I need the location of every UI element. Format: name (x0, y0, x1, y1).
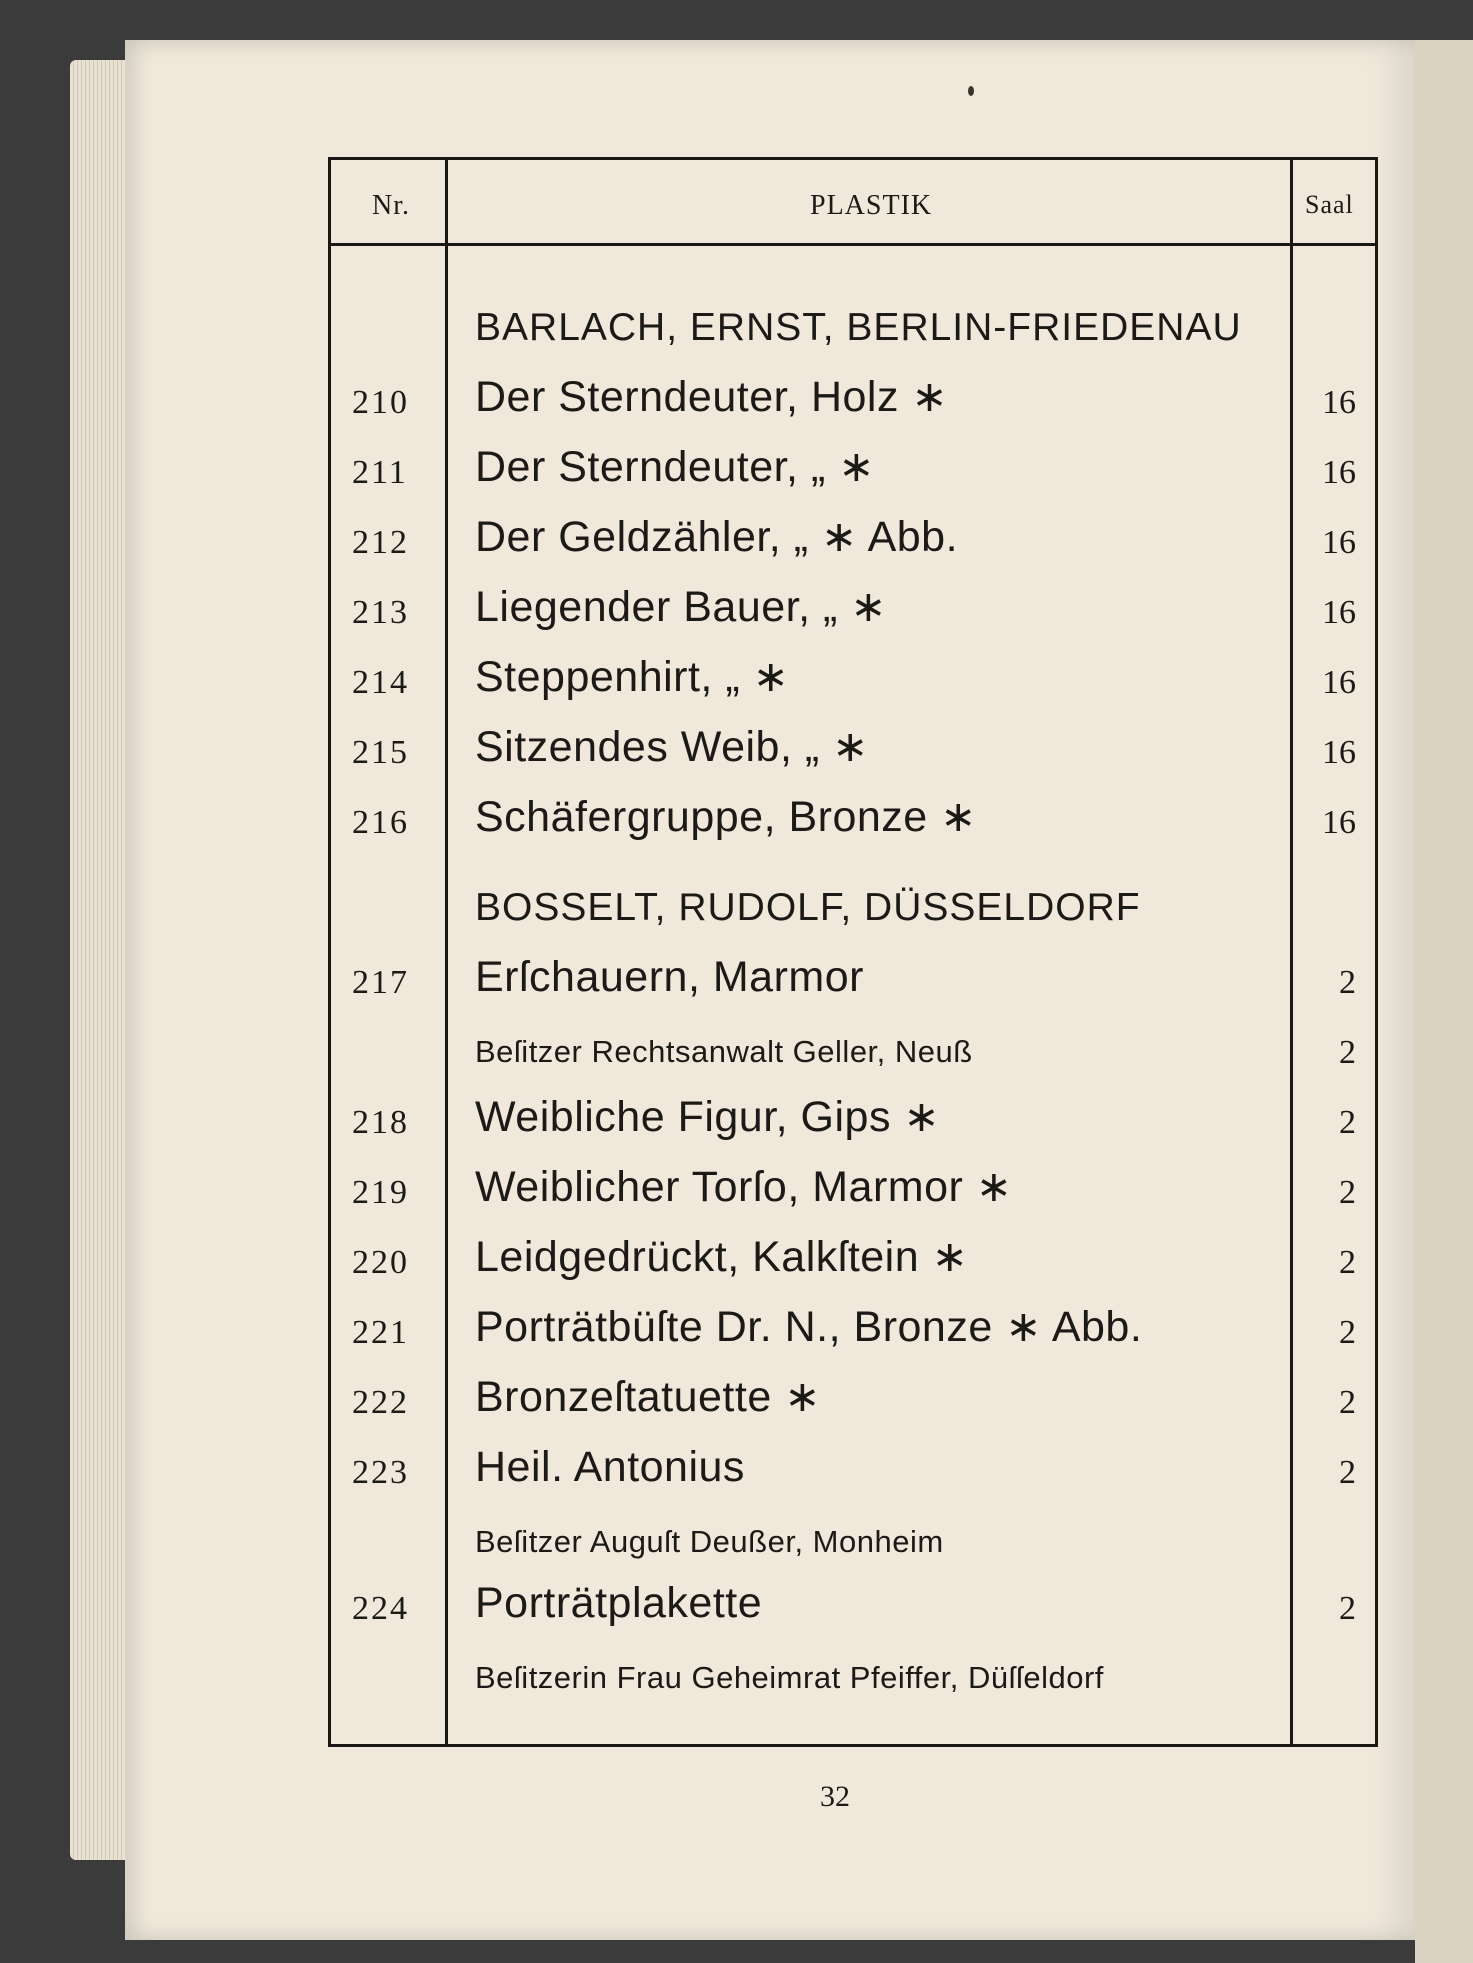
owner-note: Beſitzerin Frau Geheimrat Pfeiffer, Düſſeldorf (475, 1660, 1104, 1695)
header-nr: Nr. (372, 190, 410, 221)
entry-number: 222 (352, 1384, 409, 1421)
entry-title: Sitzendes Weib, „ ∗ (475, 723, 869, 771)
saal-number: 16 (1322, 594, 1356, 631)
entry-title: Liegender Bauer, „ ∗ (475, 583, 887, 631)
owner-note: Beſitzer Auguſt Deußer, Monheim (475, 1524, 944, 1559)
table-row (340, 430, 1370, 498)
table-row (340, 640, 1370, 708)
entry-number: 213 (352, 594, 409, 631)
table-row (340, 1500, 1370, 1568)
saal-number: 16 (1322, 804, 1356, 841)
saal-number: 2 (1339, 1314, 1356, 1351)
table-row (340, 1360, 1370, 1428)
saal-number: 2 (1339, 1244, 1356, 1281)
table-row (340, 1150, 1370, 1218)
table-row (340, 1566, 1370, 1634)
entry-number: 215 (352, 734, 409, 771)
saal-number: 16 (1322, 454, 1356, 491)
table-row (340, 1220, 1370, 1288)
table-row (340, 570, 1370, 638)
table-row (340, 360, 1370, 428)
entry-number: 211 (352, 454, 408, 491)
table-row (340, 780, 1370, 848)
header-title: PLASTIK (810, 190, 933, 221)
table-row (340, 500, 1370, 568)
table-row (340, 1636, 1370, 1704)
saal-number: 2 (1339, 1034, 1356, 1071)
page-number: 32 (820, 1780, 850, 1813)
saal-number: 16 (1322, 664, 1356, 701)
saal-number: 2 (1339, 1590, 1356, 1627)
saal-number: 16 (1322, 734, 1356, 771)
table-row (340, 1010, 1370, 1078)
table-row (340, 710, 1370, 778)
header-rule (328, 243, 1378, 246)
entry-number: 224 (352, 1590, 409, 1627)
artist-name: BARLACH, ERNST, BERLIN-FRIEDENAU (475, 306, 1242, 349)
entry-number: 218 (352, 1104, 409, 1141)
entry-number: 210 (352, 384, 409, 421)
entry-title: Steppenhirt, „ ∗ (475, 653, 790, 701)
entry-title: Der Sterndeuter, „ ∗ (475, 443, 875, 491)
entry-title: Porträtplakette (475, 1579, 763, 1627)
entry-number: 219 (352, 1174, 409, 1211)
entry-title: Erſchauern, Marmor (475, 953, 864, 1001)
entry-title: Heil. Antonius (475, 1443, 745, 1491)
entry-title: Schäfergruppe, Bronze ∗ (475, 793, 977, 841)
entry-title: Der Sterndeuter, Holz ∗ (475, 373, 948, 421)
artist-name: BOSSELT, RUDOLF, DÜSSELDORF (475, 886, 1141, 929)
saal-number: 2 (1339, 1174, 1356, 1211)
table-row (340, 1080, 1370, 1148)
entry-number: 220 (352, 1244, 409, 1281)
saal-number: 2 (1339, 964, 1356, 1001)
entry-title: Porträtbüſte Dr. N., Bronze ∗ Abb. (475, 1303, 1143, 1351)
saal-number: 16 (1322, 384, 1356, 421)
entry-title: Weiblicher Torſo, Marmor ∗ (475, 1163, 1013, 1211)
table-row (340, 1290, 1370, 1358)
entry-number: 217 (352, 964, 409, 1001)
saal-number: 2 (1339, 1104, 1356, 1141)
saal-number: 2 (1339, 1454, 1356, 1491)
artist-heading-bosselt (340, 868, 1370, 936)
entry-title: Der Geldzähler, „ ∗ Abb. (475, 513, 959, 561)
entry-number: 216 (352, 804, 409, 841)
table-row (340, 1430, 1370, 1498)
entry-number: 214 (352, 664, 409, 701)
saal-number: 16 (1322, 524, 1356, 561)
entry-number: 223 (352, 1454, 409, 1491)
ink-mark (968, 86, 974, 96)
facing-page-edge (1415, 40, 1473, 1963)
entry-title: Bronzeſtatuette ∗ (475, 1373, 821, 1421)
entry-title: Weibliche Figur, Gips ∗ (475, 1093, 940, 1141)
entry-number: 212 (352, 524, 409, 561)
entry-number: 221 (352, 1314, 409, 1351)
artist-heading-barlach (340, 288, 1370, 356)
saal-number: 2 (1339, 1384, 1356, 1421)
entry-title: Leidgedrückt, Kalkſtein ∗ (475, 1233, 969, 1281)
header-saal: Saal (1305, 190, 1354, 219)
table-row (340, 940, 1370, 1008)
owner-note: Beſitzer Rechtsanwalt Geller, Neuß (475, 1034, 973, 1069)
